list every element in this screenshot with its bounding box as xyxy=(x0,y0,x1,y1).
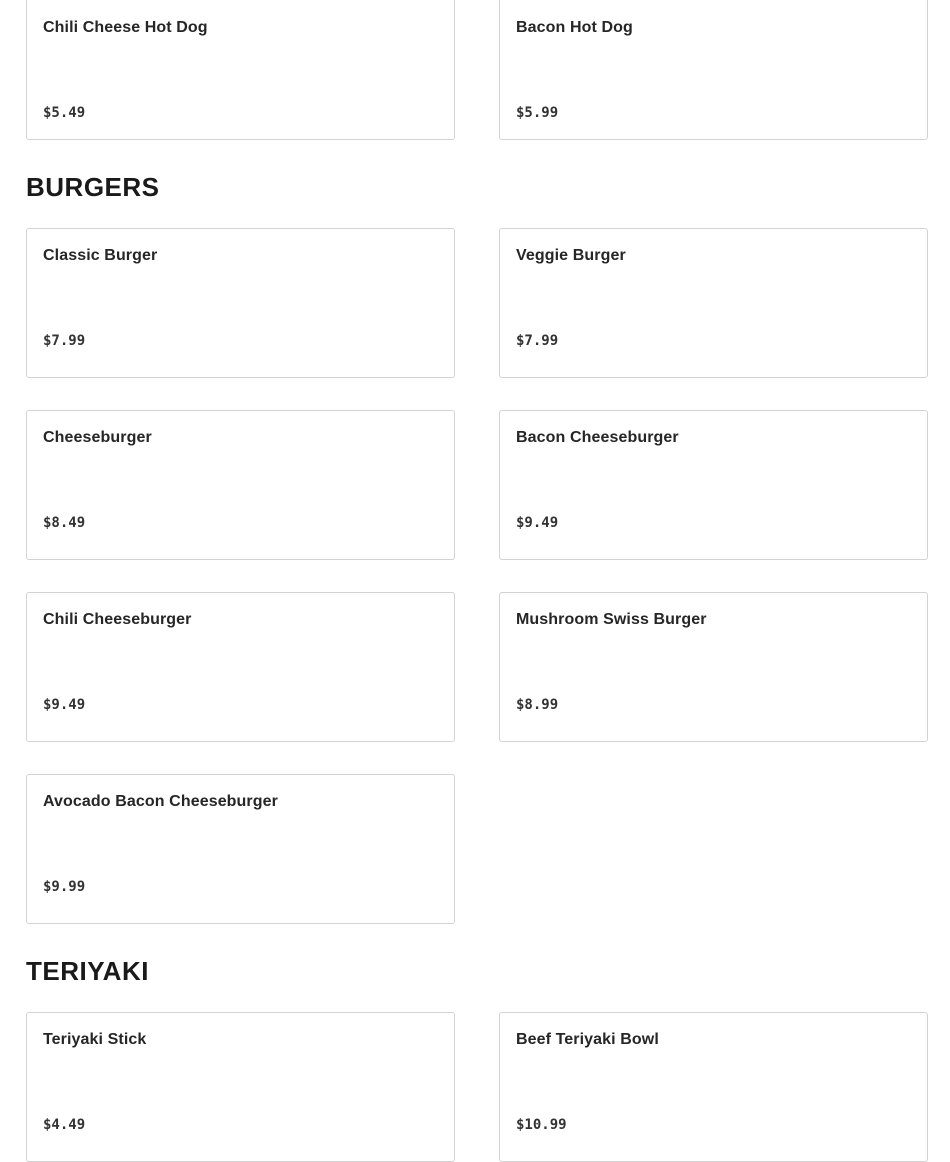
menu-item-name: Cheeseburger xyxy=(43,429,152,446)
menu-item-price: $5.49 xyxy=(43,105,86,121)
menu-item-price: $7.99 xyxy=(43,333,86,349)
menu-item-price: $4.49 xyxy=(43,1117,86,1133)
menu-item-price: $10.99 xyxy=(516,1117,567,1133)
menu-item-price: $8.99 xyxy=(516,697,559,713)
section-title-teriyaki: TERIYAKI xyxy=(26,956,149,986)
menu-item-price: $7.99 xyxy=(516,333,559,349)
menu-item-name: Mushroom Swiss Burger xyxy=(516,611,707,628)
menu-item-card[interactable] xyxy=(26,774,455,924)
menu-item-price: $9.99 xyxy=(43,879,86,895)
menu-item-name: Chili Cheese Hot Dog xyxy=(43,19,208,36)
menu-item-price: $9.49 xyxy=(516,515,559,531)
menu-item-card[interactable] xyxy=(499,228,928,378)
menu-item-name: Teriyaki Stick xyxy=(43,1031,147,1048)
menu-item-price: $9.49 xyxy=(43,697,86,713)
menu-item-card[interactable] xyxy=(26,0,455,140)
menu-item-name: Avocado Bacon Cheeseburger xyxy=(43,793,278,810)
menu-item-card[interactable] xyxy=(26,592,455,742)
menu-item-card[interactable] xyxy=(499,1012,928,1162)
menu-item-card[interactable] xyxy=(499,410,928,560)
menu-item-name: Veggie Burger xyxy=(516,247,626,264)
menu-item-card[interactable] xyxy=(26,1012,455,1162)
menu-item-card[interactable] xyxy=(26,410,455,560)
menu-item-name: Chili Cheeseburger xyxy=(43,611,192,628)
menu-item-card[interactable] xyxy=(499,592,928,742)
menu-item-card[interactable] xyxy=(26,228,455,378)
menu-item-name: Bacon Cheeseburger xyxy=(516,429,679,446)
menu-item-name: Classic Burger xyxy=(43,247,158,264)
section-title-burgers: BURGERS xyxy=(26,172,160,202)
menu-item-name: Beef Teriyaki Bowl xyxy=(516,1031,659,1048)
menu-item-price: $8.49 xyxy=(43,515,86,531)
menu-item-name: Bacon Hot Dog xyxy=(516,19,633,36)
menu-item-price: $5.99 xyxy=(516,105,559,121)
menu-item-card[interactable] xyxy=(499,0,928,140)
